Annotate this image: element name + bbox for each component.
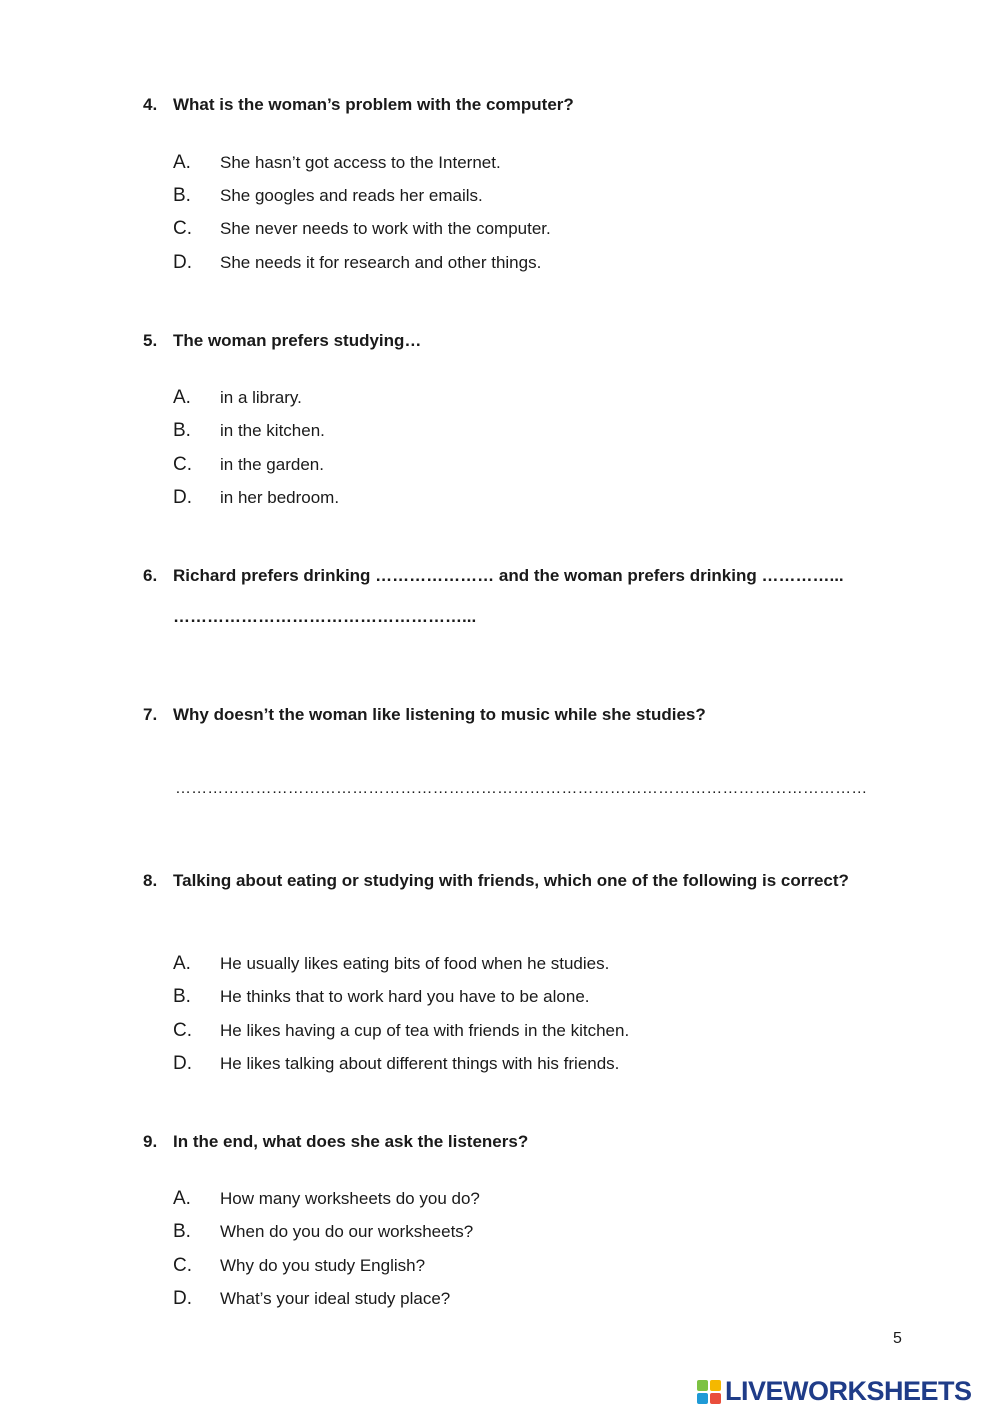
option-text: in the kitchen. xyxy=(220,421,325,440)
option-letter: A. xyxy=(173,152,191,173)
option-text: in a library. xyxy=(220,388,302,407)
q9-option-c[interactable] xyxy=(173,1254,425,1278)
question-text: Richard prefers drinking ………………… and the woman prefers drinking …………... xyxy=(173,566,844,585)
question-4 xyxy=(143,92,905,118)
q4-option-b[interactable] xyxy=(173,184,483,208)
question-8 xyxy=(143,868,905,894)
q9-option-d[interactable] xyxy=(173,1287,450,1311)
brand-name: LIVEWORKSHEETS xyxy=(725,1376,972,1406)
q9-option-b[interactable] xyxy=(173,1220,473,1244)
option-letter: D. xyxy=(173,252,192,273)
option-text: in her bedroom. xyxy=(220,488,340,507)
option-letter: B. xyxy=(173,986,191,1007)
q8-option-b[interactable] xyxy=(173,985,590,1009)
option-text: What’s your ideal study place? xyxy=(220,1289,451,1308)
q5-option-a[interactable] xyxy=(173,386,302,410)
option-text: When do you do our worksheets? xyxy=(220,1222,474,1241)
question-number: 4. xyxy=(143,95,158,114)
q4-option-d[interactable] xyxy=(173,251,541,275)
q4-option-c[interactable] xyxy=(173,217,551,241)
question-number: 5. xyxy=(143,331,158,350)
question-text: What is the woman’s problem with the computer? xyxy=(173,95,574,114)
q8-option-c[interactable] xyxy=(173,1019,629,1043)
page-number: 5 xyxy=(893,1330,902,1347)
option-letter: A. xyxy=(173,387,191,408)
option-letter: D. xyxy=(173,1053,192,1074)
option-text: He thinks that to work hard you have to be alone. xyxy=(220,987,590,1006)
q5-option-b[interactable] xyxy=(173,419,325,443)
option-letter: B. xyxy=(173,185,191,206)
option-letter: A. xyxy=(173,1188,191,1209)
question-9 xyxy=(143,1129,905,1155)
question-text: Why doesn’t the woman like listening to music while she studies? xyxy=(173,705,706,724)
question-6 xyxy=(143,563,905,589)
q5-option-c[interactable] xyxy=(173,453,324,477)
q5-option-d[interactable] xyxy=(173,486,339,510)
option-text: He usually likes eating bits of food when he studies. xyxy=(220,954,610,973)
logo-tile-icon xyxy=(710,1393,721,1404)
option-text: He likes having a cup of tea with friends in the kitchen. xyxy=(220,1021,630,1040)
option-letter: B. xyxy=(173,1221,191,1242)
liveworksheets-brand xyxy=(697,1376,972,1407)
option-letter: C. xyxy=(173,454,192,475)
option-text: She needs it for research and other things. xyxy=(220,253,542,272)
question-5 xyxy=(143,328,905,354)
q4-option-a[interactable] xyxy=(173,151,501,175)
q7-answer-line[interactable]: ………………………………………………………………………………………………………………… xyxy=(175,780,868,797)
question-text: The woman prefers studying… xyxy=(173,331,422,350)
option-letter: D. xyxy=(173,1288,192,1309)
question-number: 8. xyxy=(143,871,158,890)
option-letter: D. xyxy=(173,487,192,508)
liveworksheets-logo-icon xyxy=(697,1380,721,1404)
option-letter: C. xyxy=(173,218,192,239)
question-7 xyxy=(143,702,905,728)
q6-answer-blank[interactable]: ……………………………………………... xyxy=(173,607,477,626)
q8-option-a[interactable] xyxy=(173,952,609,976)
option-text: She never needs to work with the computer. xyxy=(220,219,551,238)
option-text: How many worksheets do you do? xyxy=(220,1189,480,1208)
logo-tile-icon xyxy=(697,1380,708,1391)
question-text: Talking about eating or studying with friends, which one of the following is correct? xyxy=(173,871,849,890)
option-letter: C. xyxy=(173,1255,192,1276)
option-letter: B. xyxy=(173,420,191,441)
question-number: 9. xyxy=(143,1132,158,1151)
question-number: 6. xyxy=(143,566,158,585)
logo-tile-icon xyxy=(710,1380,721,1391)
option-text: He likes talking about different things with his friends. xyxy=(220,1054,620,1073)
option-text: She hasn’t got access to the Internet. xyxy=(220,153,501,172)
option-letter: C. xyxy=(173,1020,192,1041)
question-number: 7. xyxy=(143,705,158,724)
q9-option-a[interactable] xyxy=(173,1187,480,1211)
option-text: in the garden. xyxy=(220,455,324,474)
q8-option-d[interactable] xyxy=(173,1052,619,1076)
logo-tile-icon xyxy=(697,1393,708,1404)
option-text: Why do you study English? xyxy=(220,1256,426,1275)
option-letter: A. xyxy=(173,953,191,974)
question-text: In the end, what does she ask the listeners? xyxy=(173,1132,529,1151)
option-text: She googles and reads her emails. xyxy=(220,186,483,205)
